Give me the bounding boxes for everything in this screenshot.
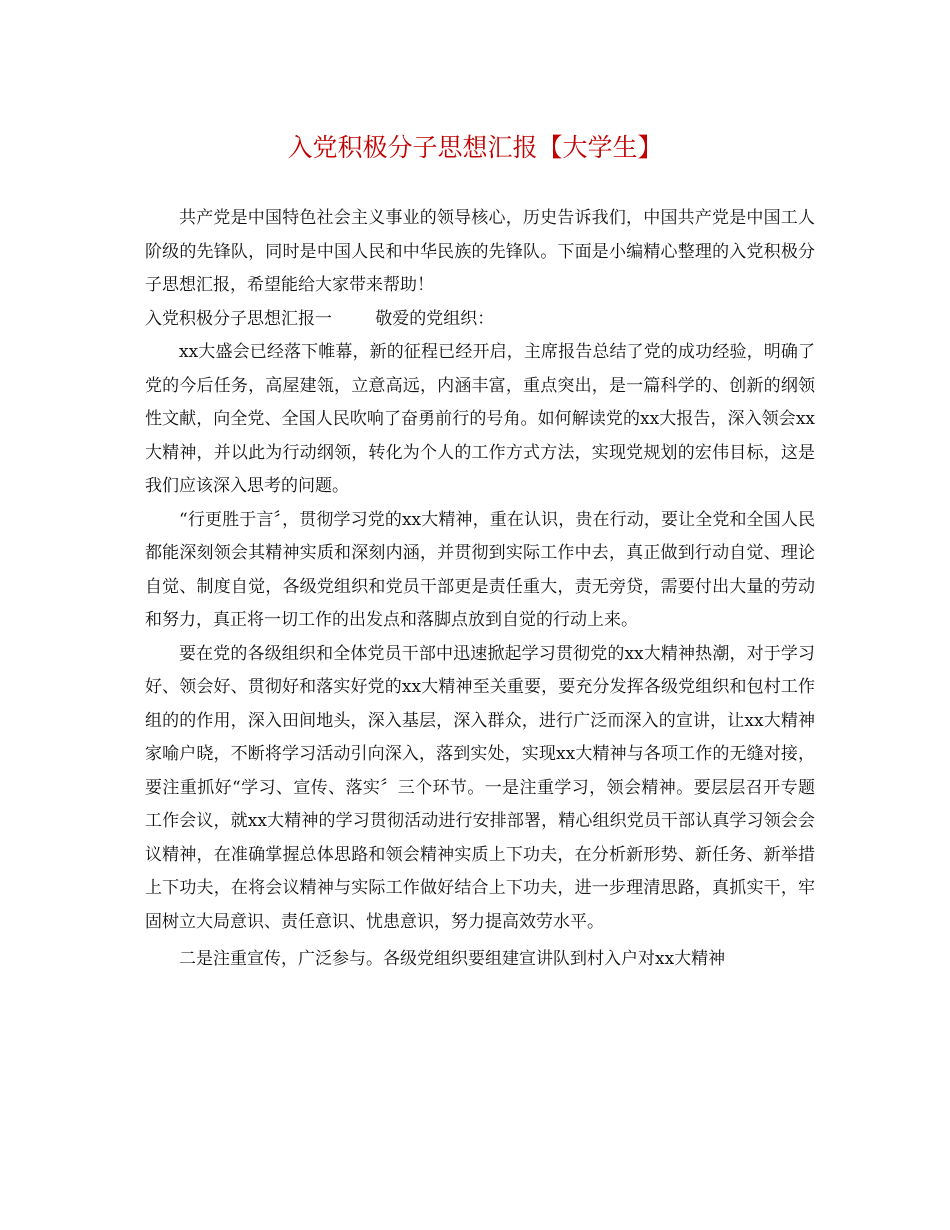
heading-spacer — [332, 309, 375, 329]
salutation: 敬爱的党组织： — [375, 308, 495, 329]
section-heading-line — [145, 303, 815, 337]
body-paragraph-3: 要在党的各级组织和全体党员干部中迅速掀起学习贯彻党的xx大精神热潮，对于学习好、领会好、贯彻好和落实好党的xx大精神至关重要，要充分发挥各级党组织和包村工作组的的作用，深入田间地头，深入基层，深入群众，进行广泛而深入的宣讲，让xx大精神家喻户晓，不断将学习活动引向深入，落到实处，实现xx大精神与各项工作的无缝对接，要注重抓好“学习、宣传、落实〞三个环节。一是注重学习，领会精神。要层层召开专题工作会议，就xx大精神的学习贯彻活动进行安排部署，精心组织党员干部认真学习领会会议精神，在准确掌握总体思路和领会精神实质上下功夫，在分析新形势、新任务、新举措上下功夫，在将会议精神与实际工作做好结合上下功夫，进一步理清思路，真抓实干，牢固树立大局意识、责任意识、忧患意识，努力提高效劳水平。 — [145, 643, 815, 932]
body-paragraph-4: 二是注重宣传，广泛参与。各级党组织要组建宣讲队到村入户对xx大精神 — [179, 949, 726, 969]
document-title: 入党积极分子思想汇报【大学生】 — [287, 133, 663, 162]
section-heading: 入党积极分子思想汇报一 — [145, 308, 332, 329]
intro-paragraph: 共产党是中国特色社会主义事业的领导核心，历史告诉我们，中国共产党是中国工人阶级的先锋队，同时是中国人民和中华民族的先锋队。下面是小编精心整理的入党积极分子思想汇报，希望能给大家带来帮助！ — [145, 208, 815, 295]
body-paragraph-2: “行更胜于言〞，贯彻学习党的xx大精神，重在认识，贵在行动，要让全党和全国人民都能深刻领会其精神实质和深刻内涵，并贯彻到实际工作中去，真正做到行动自觉、理论自觉、制度自觉，各级党组织和党员干部更是责任重大，责无旁贷，需要付出大量的劳动和努力，真正将一切工作的出发点和落脚点放到自觉的行动上来。 — [145, 509, 815, 630]
body-paragraph-1: xx大盛会已经落下帷幕，新的征程已经开启，主席报告总结了党的成功经验，明确了党的今后任务，高屋建瓴，立意高远，内涵丰富，重点突出，是一篇科学的、创新的纲领性文献，向全党、全国人民吹响了奋勇前行的号角。如何解读党的xx大报告，深入领会xx大精神，并以此为行动纲领，转化为个人的工作方式方法，实现党规划的宏伟目标，这是我们应该深入思考的问题。 — [145, 342, 815, 496]
document-body — [145, 202, 815, 977]
